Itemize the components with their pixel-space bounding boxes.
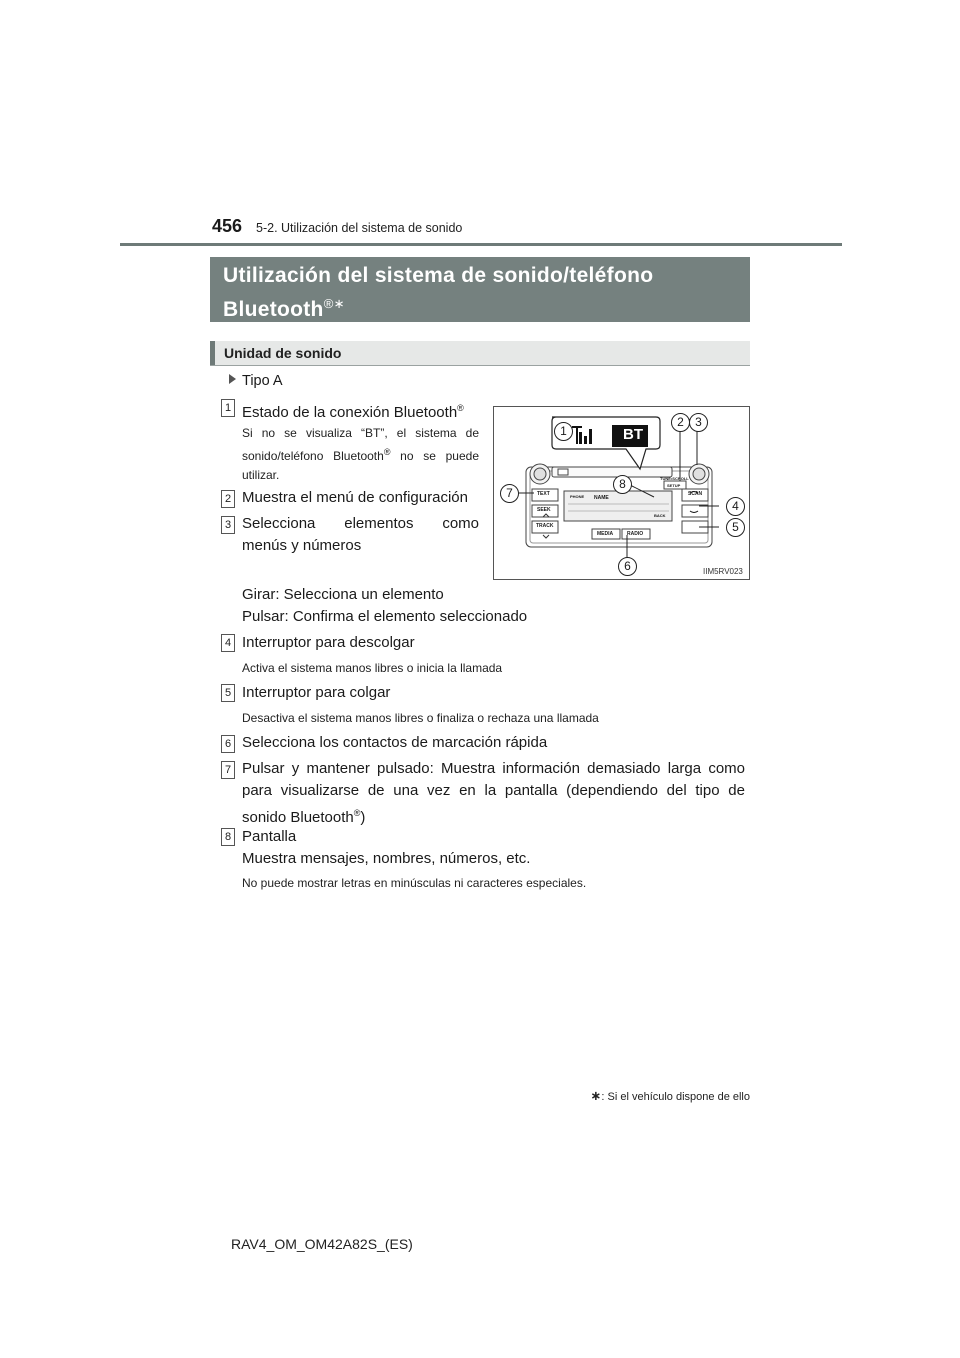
callout-5: 5 [726, 518, 745, 537]
subsection-label: Unidad de sonido [224, 345, 342, 361]
radio-button-label: RADIO [627, 531, 644, 537]
callout-1: 1 [554, 422, 573, 441]
item-number-8: 8 [221, 828, 235, 846]
item-3-extra-line2: Pulsar: Confirma el elemento seleccionado [242, 608, 528, 625]
item-1-note-part1: Si no se visualiza “BT”, el sistema de sonido/teléfono Bluetooth [242, 426, 479, 463]
footnote [520, 1088, 750, 1104]
callout-6: 6 [618, 557, 637, 576]
audio-unit-figure [493, 406, 750, 580]
item-1-note-part2: no se puede utilizar. [242, 449, 479, 482]
item-7-line3-b: ) [360, 809, 366, 826]
item-4-note: Activa el sistema manos libres o inicia la llamada [242, 661, 503, 675]
tune-scroll-label: TUNE•SCROLL [660, 476, 689, 481]
footnote-text: : Si el vehículo dispone de ello [601, 1091, 750, 1103]
callout-7: 7 [500, 484, 519, 503]
title-line-1: Utilización del sistema de sonido/teléfono [223, 264, 654, 287]
display-back-label: BACK [654, 513, 666, 518]
doc-code: RAV4_OM_OM42A82S_(ES) [231, 1236, 413, 1252]
title-line-2-text: Bluetooth [223, 298, 324, 321]
title-mark: ®∗ [323, 296, 345, 311]
item-3-text-line1: Selecciona elementos como [242, 515, 479, 532]
figure-code: IIM5RV023 [703, 567, 743, 576]
item-1-mark: ® [457, 403, 464, 413]
callout-3: 3 [689, 413, 708, 432]
item-number-3: 3 [221, 516, 235, 534]
item-8-note: No puede mostrar letras en minúsculas ni caracteres especiales. [242, 876, 587, 890]
item-number-4: 4 [221, 634, 235, 652]
type-line [229, 373, 283, 389]
subsection-bar [210, 341, 750, 366]
item-number-1: 1 [221, 399, 235, 417]
item-3-text-line2: menús y números [242, 537, 362, 554]
item-number-2: 2 [221, 490, 235, 508]
item-number-6: 6 [221, 735, 235, 753]
title-line-2 [223, 290, 750, 324]
item-3-extra-line1: Girar: Selecciona un elemento [242, 586, 444, 603]
callout-8: 8 [613, 475, 632, 494]
display-name-label: NAME [594, 495, 609, 501]
item-5-note: Desactiva el sistema manos libres o finaliza o rechaza una llamada [242, 711, 599, 725]
bt-indicator-text: BT [623, 426, 643, 443]
item-4-text: Interruptor para descolgar [242, 634, 415, 651]
item-7-text-line2: para visualizarse de una vez en la pantalla (dependiendo del tipo de [242, 782, 745, 799]
type-label: Tipo A [242, 373, 283, 389]
item-7-line3-a: sonido Bluetooth [242, 809, 354, 826]
setup-button-label: SETUP [667, 483, 681, 488]
item-2-text: Muestra el menú de configuración [242, 489, 468, 506]
section-header: 5-2. Utilización del sistema de sonido [256, 221, 463, 235]
footnote-mark: ∗ [590, 1088, 602, 1103]
item-7-text-line1: Pulsar y mantener pulsado: Muestra información demasiado larga como [242, 760, 745, 777]
item-number-7: 7 [221, 761, 235, 779]
subsection-accent [210, 341, 215, 365]
triangle-bullet-icon [229, 374, 236, 384]
item-7-mark: ® [353, 808, 361, 818]
item-8-text-line1: Pantalla [242, 828, 297, 845]
page-number: 456 [212, 216, 243, 236]
media-button-label: MEDIA [597, 531, 614, 537]
item-8-text-line2: Muestra mensajes, nombres, números, etc. [242, 850, 531, 867]
item-6-text: Selecciona los contactos de marcación rápida [242, 734, 548, 751]
item-5-text: Interruptor para colgar [242, 684, 391, 701]
callout-2: 2 [671, 413, 690, 432]
text-button-label: TEXT [537, 491, 550, 497]
seek-button-label: SEEK [537, 507, 551, 513]
item-1-text [242, 397, 464, 424]
display-phone-label: PHONE [570, 494, 585, 499]
header-rule [120, 243, 842, 246]
scan-button-label: SCAN [688, 491, 703, 497]
title-banner [210, 257, 750, 322]
callout-4: 4 [726, 497, 745, 516]
item-1-note-mark: ® [383, 447, 391, 457]
item-number-5: 5 [221, 684, 235, 702]
item-1-label: Estado de la conexión Bluetooth [242, 404, 458, 421]
item-1-note [242, 424, 479, 485]
item-7-text-line3 [242, 802, 365, 829]
track-button-label: TRACK [536, 523, 554, 529]
